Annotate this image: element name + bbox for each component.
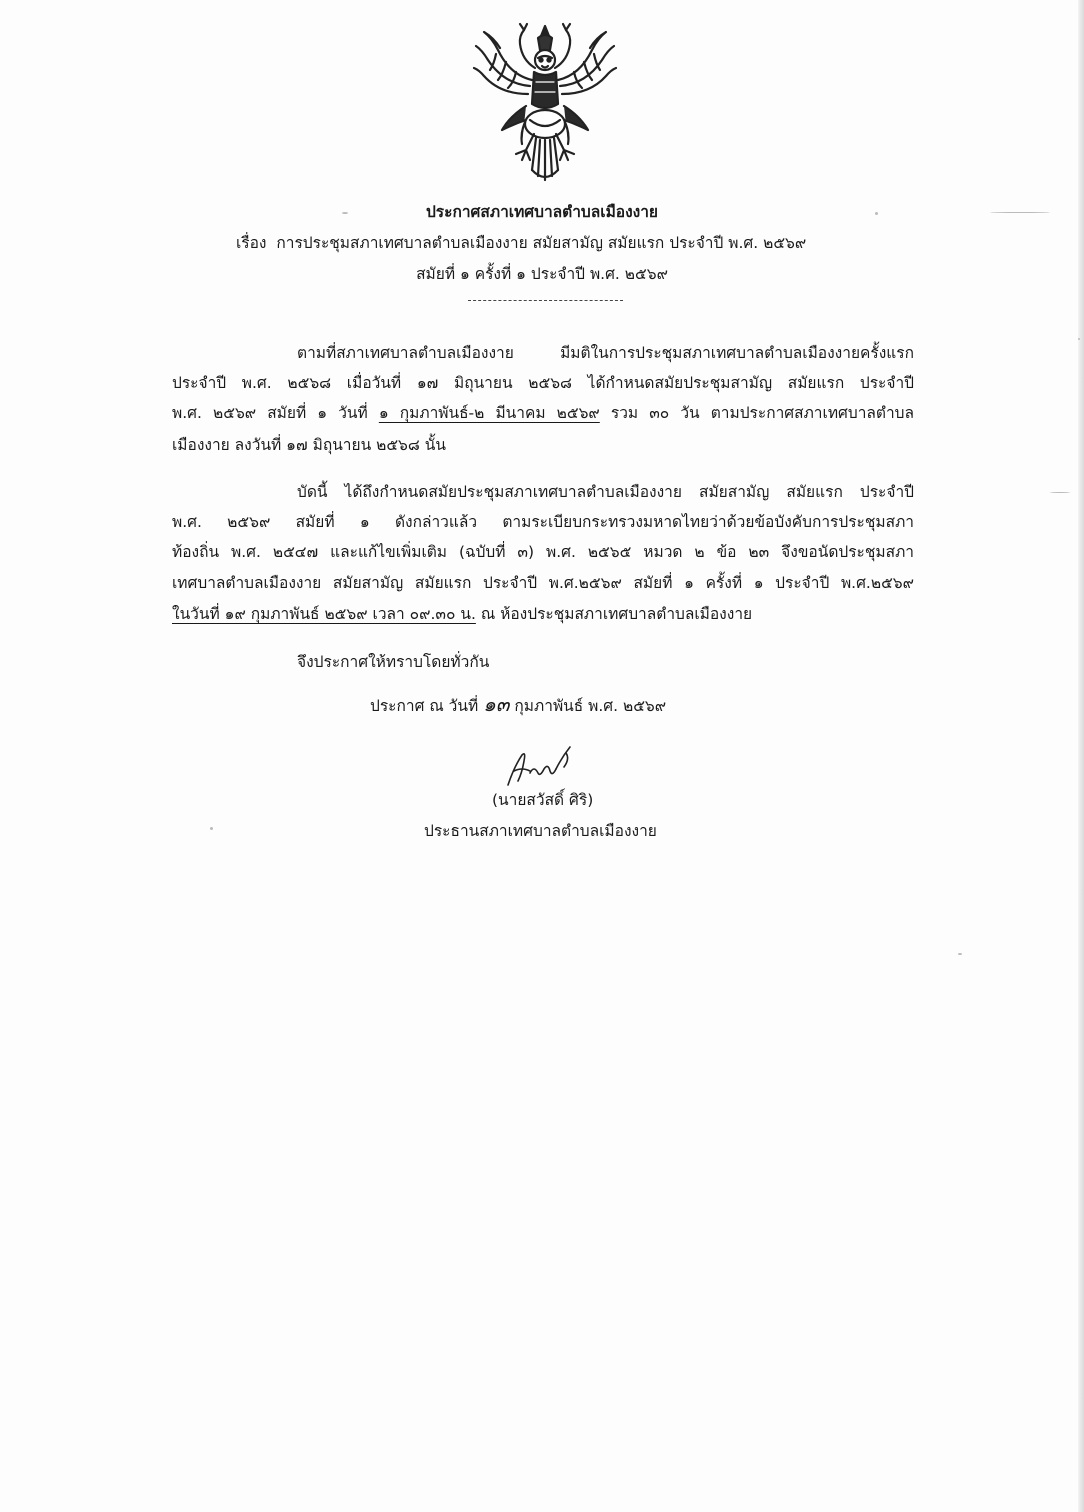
subject-text: การประชุมสภาเทศบาลตำบลเมืองงาย สมัยสามัญ สมัยแรก ประจำปี พ.ศ. ๒๕๖๙	[276, 234, 807, 252]
date-suffix: กุมภาพันธ์ พ.ศ. ๒๕๖๙	[514, 697, 667, 715]
paragraph1-line3-before: พ.ศ. ๒๕๖๙ สมัยที่ ๑ วันที่	[172, 404, 368, 422]
paragraph2-line2: พ.ศ. ๒๕๖๙ สมัยที่ ๑ ดังกล่าวแล้ว ตามระเบียบกระทรวงมหาดไทยว่าด้วยข้อบังคับการประชุมสภา	[172, 513, 914, 531]
paragraph1-line3	[172, 403, 914, 423]
paragraph1-line4: เมืองงาย ลงวันที่ ๑๗ มิถุนายน ๒๕๖๘ นั้น	[172, 436, 446, 454]
scan-speck	[342, 212, 348, 214]
signatory-position: ประธานสภาเทศบาลตำบลเมืองงาย	[424, 822, 657, 840]
scan-speck	[958, 953, 962, 955]
date-prefix: ประกาศ ณ วันที่	[370, 697, 479, 715]
separator-line	[468, 300, 623, 301]
announcement-title: ประกาศสภาเทศบาลตำบลเมืองงาย	[425, 203, 659, 221]
subject-label: เรื่อง	[236, 234, 267, 252]
paragraph2-line1: บัดนี้ ได้ถึงกำหนดสมัยประชุมสภาเทศบาลตำบลเมืองงาย สมัยสามัญ สมัยแรก ประจำปี	[297, 483, 914, 501]
scan-speck	[990, 212, 1050, 213]
scan-speck	[210, 827, 213, 830]
subject-line-2: สมัยที่ ๑ ครั้งที่ ๑ ประจำปี พ.ศ. ๒๕๖๙	[416, 265, 668, 283]
handwritten-signature-icon	[500, 745, 580, 790]
signatory-name: (นายสวัสดิ์ ศิริ)	[492, 791, 594, 809]
page-edge-shadow	[1078, 0, 1084, 1512]
paragraph1-line3-after: รวม ๓๐ วัน ตามประกาศสภาเทศบาลตำบล	[610, 404, 915, 422]
announcement-date	[370, 694, 666, 716]
meeting-datetime-underlined: ในวันที่ ๑๙ กุมภาพันธ์ ๒๕๖๙ เวลา ๐๙.๓๐ น.	[172, 605, 476, 623]
date-day: ๑๓	[483, 692, 510, 716]
paragraph1-line1: ตามที่สภาเทศบาลตำบลเมืองงาย มีมติในการประชุมสภาเทศบาลตำบลเมืองงายครั้งแรก	[297, 344, 914, 362]
paragraph1-line2: ประจำปี พ.ศ. ๒๕๖๘ เมื่อวันที่ ๑๗ มิถุนายน ๒๕๖๘ ได้กำหนดสมัยประชุมสามัญ สมัยแรก ประจำปี	[172, 374, 914, 392]
paragraph2-line5-after: ณ ห้องประชุมสภาเทศบาลตำบลเมืองงาย	[480, 605, 753, 623]
closing-notice: จึงประกาศให้ทราบโดยทั่วกัน	[297, 653, 490, 671]
garuda-emblem-icon	[470, 20, 620, 185]
subject-line-1	[236, 233, 806, 253]
scan-speck	[1078, 338, 1080, 340]
paragraph2-line5	[172, 604, 914, 624]
scan-speck	[875, 212, 878, 215]
paragraph2-line3: ท้องถิ่น พ.ศ. ๒๕๔๗ และแก้ไขเพิ่มเติม (ฉบับที่ ๓) พ.ศ. ๒๕๖๕ หมวด ๒ ข้อ ๒๓ จึงขอนัดประชุมสภา	[172, 543, 914, 561]
meeting-period-underlined: ๑ กุมภาพันธ์-๒ มีนาคม ๒๕๖๙	[378, 404, 600, 422]
scan-speck	[1050, 492, 1070, 493]
paragraph2-line4: เทศบาลตำบลเมืองงาย สมัยสามัญ สมัยแรก ประจำปี พ.ศ.๒๕๖๙ สมัยที่ ๑ ครั้งที่ ๑ ประจำปี พ.ศ.๒๕๖๙	[172, 574, 914, 592]
